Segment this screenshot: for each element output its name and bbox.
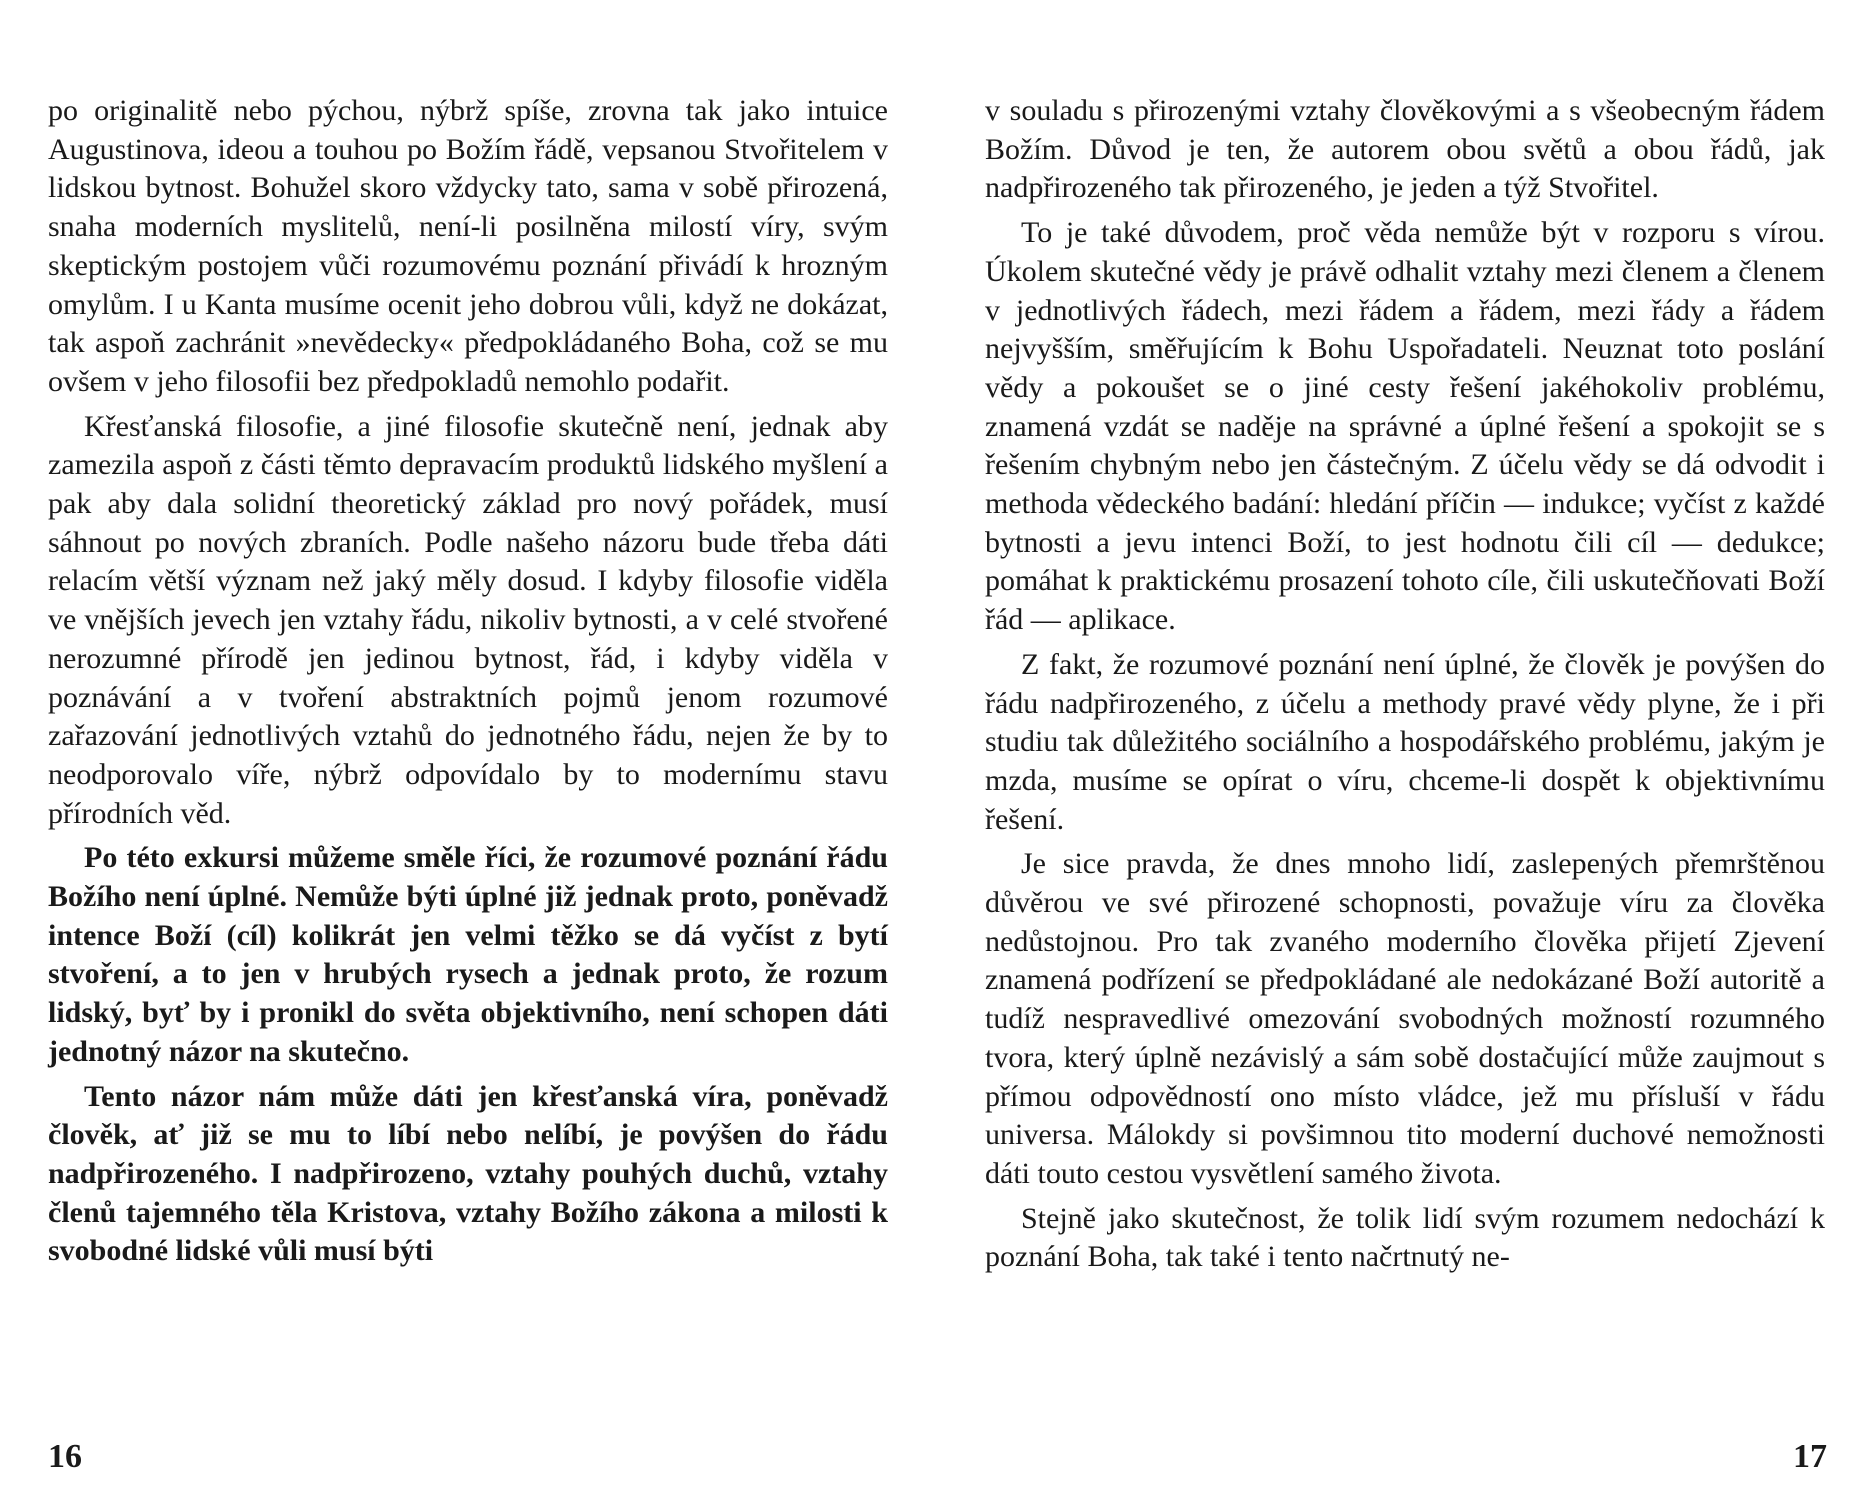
right-paragraph-1: v souladu s přirozenými vztahy člověkovými a s všeobecným řádem Božím. Důvod je ten, že autorem obou světů a obou řádů, jak nadpřirozeného tak přirozeného, je jeden a týž Stvořitel. — [985, 94, 1825, 205]
left-paragraph-1: po originalitě nebo pýchou, nýbrž spíše, zrovna tak jako intuice Augustinova, ideou a touhou po Božím řádě, vepsanou Stvořitelem v lidskou bytnost. Bohužel skoro vždycky tato, sama v sobě přirozená, snaha moderních myslitelů, není-li posilněna milostí víry, svým skeptickým postojem vůči rozumovému poznání přivádí k hrozným omylům. I u Kanta musíme ocenit jeho dobrou vůli, když ne dokázat, tak aspoň zachránit »nevědecky« předpokládaného Boha, což se mu ovšem v jeho filosofii bez předpokladů nemohlo podařit. — [48, 94, 888, 398]
right-paragraph-2: To je také důvodem, proč věda nemůže být v rozporu s vírou. Úkolem skutečné vědy je právě odhalit vztahy mezi členem a členem v jednotlivých řádech, mezi řádem a řádem, mezi řády a řádem nejvyšším, směřujícím k Bohu Uspořadateli. Neuznat toto poslání vědy a pokoušet se o jiné cesty řešení jakéhokoliv problému, znamená vzdát se naděje na správné a úplné řešení a spokojit se s řešením chybným nebo jen částečným. Z účelu vědy se dá odvodit i methoda vědeckého badání: hledání příčin — indukce; vyčíst z každé bytnosti a jevu intenci Boží, to jest hodnotu čili cíl — dedukce; pomáhat k praktickému prosazení tohoto cíle, čili uskutečňovati Boží řád — aplikace. — [985, 216, 1825, 637]
right-paragraph-5: Stejně jako skutečnost, že tolik lidí svým rozumem nedochází k poznání Boha, tak také i tento načrtnutý ne- — [985, 1201, 1825, 1274]
right-page-number: 17 — [1793, 1438, 1827, 1475]
right-paragraph-4: Je sice pravda, že dnes mnoho lidí, zaslepených přemrštěnou důvěrou ve své přirozené schopnosti, považuje víru za člověka nedůstojnou. Pro tak zvaného moderního člověka přijetí Zjevení znamená podřízení se předpokládané ale nedokázané Boží autoritě a tudíž nespravedlivé omezování svobodných možností rozumného tvora, který úplně nezávislý a sám sobě dostačující může zaujmout s přímou odpovědností ono místo vládce, jež mu přísluší v řádu universa. Málokdy si povšimnou tito moderní duchové nemožnosti dáti touto cestou vysvětlení samého života. — [985, 847, 1825, 1190]
left-page-number: 16 — [48, 1438, 82, 1475]
left-paragraph-2: Křesťanská filosofie, a jiné filosofie skutečně není, jednak aby zamezila aspoň z části těmto depravacím produktů lidského myšlení a pak aby dala solidní theoretický základ pro nový pořádek, musí sáhnout po nových zbraních. Podle našeho názoru bude třeba dáti relacím větší význam než jaký měly dosud. I kdyby filosofie viděla ve vnějších jevech jen vztahy řádu, nikoliv bytnosti, a v celé stvořené nerozumné přírodě jen jedinou bytnost, řád, i kdyby viděla v poznávání a v tvoření abstraktních pojmů jenom rozumové zařazování jednotlivých vztahů do jednotného řádu, nejen že by to neodporovalo víře, nýbrž odpovídalo by to modernímu stavu přírodních věd. — [48, 409, 888, 830]
right-page — [985, 92, 1825, 1283]
left-paragraph-3: Po této exkursi můžeme směle říci, že rozumové poznání řádu Božího není úplné. Nemůže býti úplné již jednak proto, poněvadž intence Boží (cíl) kolikrát jen velmi těžko se dá vyčíst z bytí stvoření, a to jen v hrubých rysech a jednak proto, že rozum lidský, byť by i pronikl do světa objektivního, není schopen dáti jednotný názor na skutečno. — [48, 841, 888, 1068]
left-paragraph-4: Tento názor nám může dáti jen křesťanská víra, poněvadž člověk, ať již se mu to líbí nebo nelíbí, je povýšen do řádu nadpřirozeného. I nadpřirozeno, vztahy pouhých duchů, vztahy členů tajemného těla Kristova, vztahy Božího zákona a milosti k svobodné lidské vůli musí býti — [48, 1079, 888, 1268]
left-page — [48, 92, 888, 1277]
right-paragraph-3: Z fakt, že rozumové poznání není úplné, že člověk je povýšen do řádu nadpřirozeného, z účelu a methody pravé vědy plyne, že i při studiu tak důležitého sociálního a hospodářského problému, jakým je mzda, musíme se opírat o víru, chceme-li dospět k objektivnímu řešení. — [985, 647, 1825, 836]
